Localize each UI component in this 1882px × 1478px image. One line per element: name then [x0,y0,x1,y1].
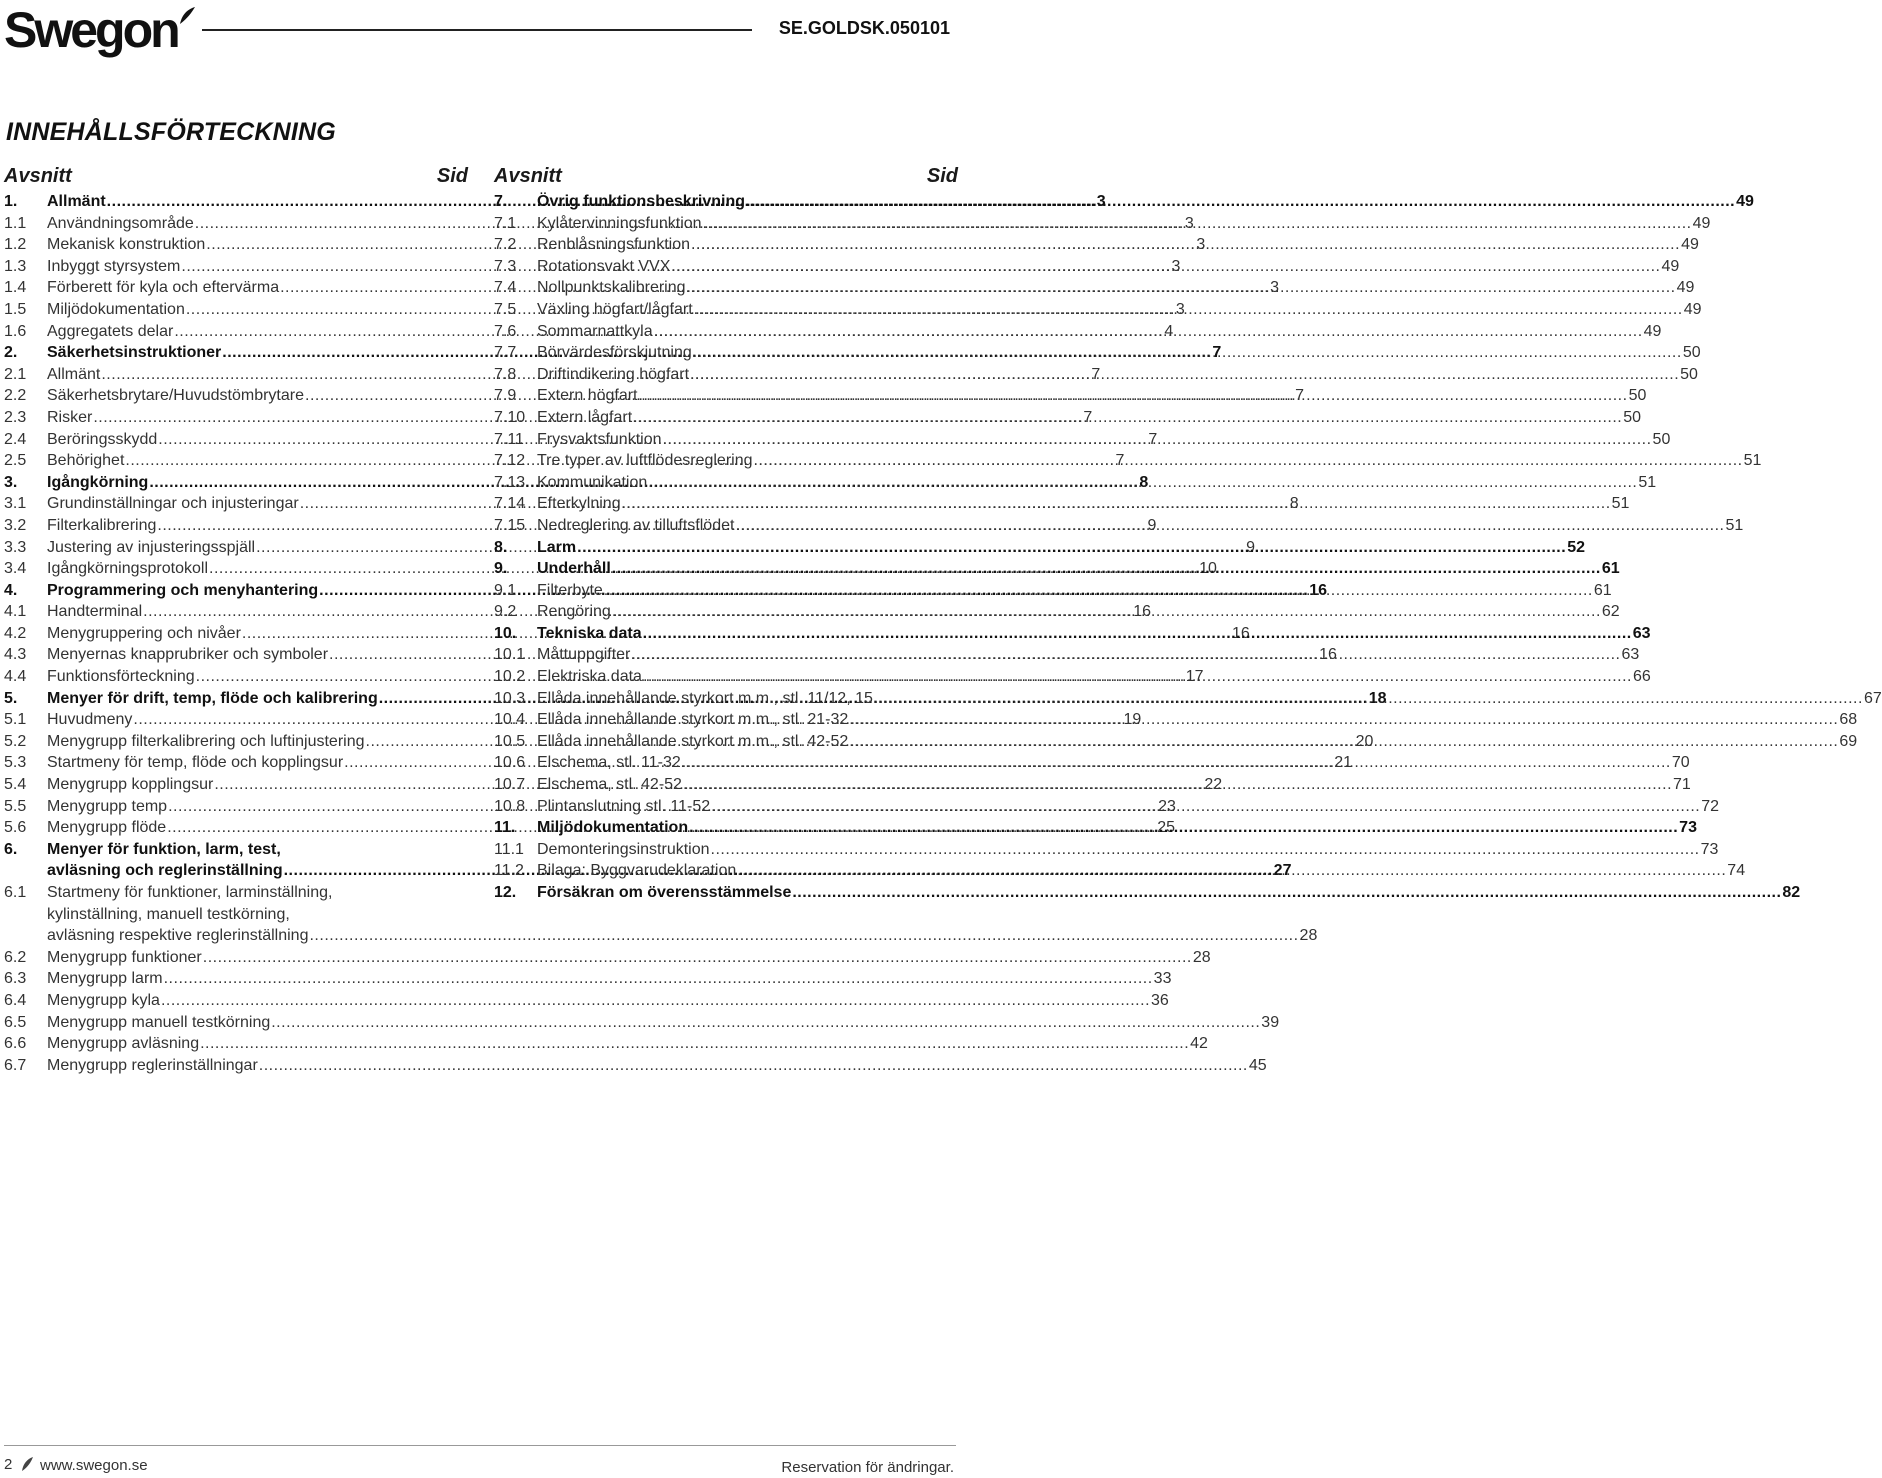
toc-entry[interactable] [494,299,1702,321]
dot-leader [631,644,1620,666]
dot-leader [622,493,1611,515]
entry-page: 16 [1309,581,1328,599]
entry-page: 27 [1273,862,1292,880]
leaf-icon [20,1456,34,1472]
entry-number: 9.2 [494,603,517,621]
dot-leader [662,429,1651,451]
entry-number: 7.11 [494,430,524,448]
entry-title: Behörighet [47,452,125,470]
entry-title: Ellåda innehållande styrkort m.m., stl. 42-52 [537,732,849,750]
swegon-logo: Swegon [4,2,178,58]
dot-leader [683,774,1672,796]
entry-number: 1.1 [4,214,27,232]
entry-number: 1.6 [4,322,27,340]
entry-title: Driftindikering högfart [537,365,690,383]
entry-number: 10.3 [494,689,526,707]
entry-number: 7.7 [494,344,517,362]
entry-title: Menyernas knapprubriker och symboler [47,646,329,664]
entry-page: 8 [1139,473,1149,491]
entry-number: 5.1 [4,711,27,729]
entry-title: Tre typer av luftflödesreglering [537,452,753,470]
entry-page: 3 [1184,214,1194,232]
entry-page: 16 [1231,624,1250,642]
entry-title: Säkerhetsinstruktioner [47,344,222,362]
entry-number: 5. [4,689,18,707]
entry-title: Handterminal [47,603,143,621]
entry-title: Funktionsförteckning [47,668,195,686]
dot-leader [849,709,1838,731]
entry-page: 10 [1199,560,1217,578]
entry-page: 4 [1164,322,1174,340]
dot-leader [849,731,1838,753]
entry-number: 6.7 [4,1056,27,1074]
entry-page: 50 [1628,387,1647,405]
toc-entry[interactable] [4,1012,1280,1034]
dot-leader [271,1012,1260,1034]
entry-title: Menygrupp funktioner [47,948,202,966]
entry-page: 61 [1601,560,1620,578]
toc-entry[interactable] [494,472,1657,494]
entry-title: Aggregatets delar [47,322,174,340]
entry-number: 12. [494,884,517,901]
entry-title: Grundinställningar och injusteringar [47,495,299,513]
dot-leader [612,601,1601,623]
column-header [494,162,958,190]
entry-page: 3 [1175,300,1185,318]
dot-leader [682,752,1671,774]
entry-page: 7 [1083,408,1093,426]
entry-number: 10.5 [494,732,526,750]
section-header: Avsnitt [4,165,72,187]
entry-title-line: kylinställning, manuell testkörning, [47,905,290,923]
entry-page: 9 [1147,516,1157,534]
entry-number: 7.8 [494,365,517,383]
entry-page: 73 [1700,840,1719,858]
entry-title: Inbyggt styrsystem [47,257,181,275]
entry-page: 18 [1368,689,1387,707]
entry-title: Allmänt [47,365,101,383]
entry-number: 7.14 [494,495,526,513]
entry-title: Rotationsvakt VVX [537,257,671,275]
entry-number: 5.2 [4,732,27,750]
entry-number: 9. [494,560,508,578]
entry-page: 25 [1157,819,1176,837]
entry-number: 5.6 [4,819,27,837]
section-header: Avsnitt [494,165,562,187]
entry-page: 67 [1863,689,1882,707]
entry-number: 1.3 [4,257,27,275]
entry-number: 3.1 [4,495,27,513]
dot-leader [633,407,1622,429]
entry-title: Elektriska data [537,668,642,686]
dot-leader [694,299,1683,321]
entry-title-line: Startmeny för funktioner, larminställning, [47,884,333,901]
toc-entry[interactable] [494,321,1662,343]
entry-page: 63 [1621,646,1640,664]
entry-number: 7.5 [494,300,517,318]
entry-page: 36 [1151,991,1169,1009]
entry-title: Programmering och menyhantering [47,581,319,599]
toc-entry[interactable] [494,537,1585,559]
entry-title: Miljödokumentation [47,300,185,318]
entry-page: 49 [1683,300,1702,318]
entry-title: Startmeny för temp, flöde och kopplingsur [47,754,344,772]
entry-number: 3. [4,473,18,491]
entry-number: 11.1 [494,840,524,858]
entry-number: 7.10 [494,408,526,426]
entry-page: 7 [1091,365,1101,383]
toc-entry[interactable] [494,385,1647,407]
entry-title: Menygrupp temp [47,797,168,815]
entry-title-line: Menyer för funktion, larm, test, [47,840,281,858]
entry-page: 51 [1725,516,1744,534]
leaf-icon [176,6,196,26]
entry-number: 4.4 [4,668,27,686]
toc-entry[interactable] [494,515,1744,537]
entry-page: 49 [1692,214,1711,232]
entry-title: Säkerhetsbrytare/Huvudstömbrytare [47,387,304,405]
entry-title: Menyer för drift, temp, flöde och kalibrering [47,689,378,707]
entry-number: 6.2 [4,948,27,966]
toc-entry[interactable] [494,277,1695,299]
footer-divider [4,1445,956,1446]
entry-page: 17 [1185,668,1204,686]
entry-number: 10.2 [494,668,526,686]
entry-page: 8 [1289,495,1299,513]
entry-number: 3.3 [4,538,27,556]
entry-number: 7.9 [494,387,517,405]
entry-number: 2.3 [4,408,27,426]
dot-leader [259,1055,1248,1077]
entry-title: Menygrupp manuell testkörning [47,1013,271,1031]
entry-page: 51 [1743,452,1762,470]
entry-title: Övrig funktionsbeskrivning [537,193,746,210]
toc-entry[interactable] [4,947,1211,969]
entry-page: 16 [1319,646,1337,664]
entry-page: 49 [1676,279,1695,297]
page-title: INNEHÅLLSFÖRTECKNING [6,118,336,146]
toc-entry[interactable] [4,990,1169,1012]
entry-title: Börvärdesförskjutning [537,344,692,362]
toc-entry[interactable] [494,191,1754,213]
entry-number: 11.2 [494,862,524,880]
entry-title: Mekanisk konstruktion [47,236,206,254]
entry-page: 20 [1355,732,1374,750]
entry-page: 42 [1190,1035,1208,1053]
entry-title: Sommarnattkyla [537,322,653,340]
entry-page: 7 [1148,430,1158,448]
entry-title: Elschema, stl. 11-32 [537,754,681,772]
entry-number: 8. [494,538,508,556]
entry-title: Nedreglering av tilluftsflödet [537,516,735,534]
dot-leader [689,817,1678,839]
entry-number: 7.15 [494,516,526,534]
entry-title: Menygrupp kopplingsur [47,776,214,794]
dot-leader [200,1033,1189,1055]
toc-entry[interactable] [494,429,1671,451]
entry-page: 3 [1196,236,1206,254]
dot-leader [612,558,1601,580]
entry-title: Efterkylning [537,495,621,513]
toc-entry[interactable] [494,882,1801,904]
dot-leader [654,321,1643,343]
entry-number: 7.12 [494,452,526,470]
toc-entry[interactable] [494,342,1701,364]
toc-entry[interactable] [494,234,1699,256]
dot-leader [746,191,1735,213]
dot-leader [711,839,1700,861]
entry-number: 5.3 [4,754,27,772]
entry-page: 68 [1839,711,1858,729]
footer-url[interactable]: www.swegon.se [40,1457,148,1474]
footer-page-number: 2 [4,1456,13,1473]
entry-number: 3.2 [4,516,27,534]
column-header [4,162,468,190]
entry-number: 4.1 [4,603,27,621]
entry-page: 28 [1299,927,1318,945]
entry-title: Försäkran om överensstämmelse [537,884,792,901]
entry-number: 6.1 [4,884,27,901]
dot-leader [639,385,1628,407]
entry-number: 4.2 [4,624,27,642]
entry-number: 10.1 [494,646,526,664]
entry-title: Ellåda innehållande styrkort m.m., stl. 21-32 [537,711,849,729]
entry-number: 7.2 [494,236,517,254]
entry-title: Menygrupp flöde [47,819,167,837]
entry-number: 5.4 [4,776,27,794]
entry-title: Risker [47,408,93,426]
entry-title-line: avläsning och reglerinställning [47,862,283,880]
entry-page: 72 [1701,797,1719,815]
entry-page: 50 [1652,430,1671,448]
entry-number: 2.1 [4,365,27,383]
document-code: SE.GOLDSK.050101 [778,18,950,38]
entry-title: Filterkalibrering [47,516,157,534]
entry-number: 7.4 [494,279,517,297]
entry-page: 52 [1567,538,1585,556]
entry-page: 33 [1153,970,1172,988]
dot-leader [754,450,1743,472]
entry-title: Renblåsningsfunktion [537,236,690,254]
page-header: Sid [436,165,468,187]
entry-page: 69 [1839,732,1858,750]
entry-number: 7.3 [494,257,517,275]
dot-leader [643,666,1632,688]
entry-number: 10.8 [494,797,526,815]
entry-number: 2.5 [4,452,27,470]
dot-leader [203,947,1192,969]
entry-title: Allmänt [47,193,106,210]
entry-number: 11. [494,819,516,837]
toc-entry[interactable] [494,256,1680,278]
entry-page: 71 [1673,776,1691,794]
entry-title: Måttuppgifter [537,646,631,664]
toc-entry[interactable] [494,839,1719,861]
entry-title: Användningsområde [47,214,194,232]
entry-title: Huvudmeny [47,711,133,729]
toc-entry[interactable] [494,450,1762,472]
toc-entry[interactable] [494,213,1711,235]
entry-page: 63 [1632,624,1651,642]
dot-leader [604,580,1593,602]
dot-leader [792,882,1781,904]
entry-number: 10.7 [494,776,526,794]
dot-leader [671,256,1660,278]
entry-page: 73 [1679,819,1697,837]
entry-number: 10.6 [494,754,526,772]
dot-leader [737,860,1726,882]
entry-number: 6.5 [4,1013,27,1031]
entry-title: Igångkörning [47,473,149,491]
entry-number: 10. [494,624,517,642]
entry-title: Igångkörningsprotokoll [47,560,208,578]
entry-number: 2.2 [4,387,27,405]
entry-title: Förberett för kyla och eftervärma [47,279,280,297]
entry-page: 49 [1681,236,1699,254]
header-divider [202,29,752,31]
entry-page: 39 [1261,1013,1280,1031]
entry-title: Elschema, stl. 42-52 [537,776,682,794]
dot-leader [161,990,1150,1012]
entry-number: 1.4 [4,279,27,297]
entry-title: Nollpunktskalibrering [537,279,686,297]
entry-title: Menygrupp avläsning [47,1035,200,1053]
dot-leader [693,342,1682,364]
entry-title: Miljödokumentation [537,819,689,837]
entry-number: 1.5 [4,300,27,318]
entry-title: Plintanslutning stl. 11-52 [537,797,711,815]
entry-page: 66 [1633,668,1651,686]
entry-number: 2. [4,344,18,362]
entry-page: 3 [1270,279,1280,297]
entry-number: 7.13 [494,473,526,491]
dot-leader [164,968,1153,990]
entry-page: 3 [1096,193,1106,210]
entry-number: 2.4 [4,430,27,448]
entry-page: 49 [1643,322,1662,340]
entry-title: Filterbyte [537,581,603,599]
entry-title: Menygrupp filterkalibrering och luftinjustering [47,732,365,750]
entry-number: 5.5 [4,797,27,815]
toc-entry[interactable] [4,1055,1267,1077]
entry-page: 51 [1611,495,1630,513]
entry-page: 16 [1133,603,1152,621]
entry-title: Beröringsskydd [47,430,158,448]
entry-title: Tekniska data [537,624,642,642]
entry-page: 3 [1171,257,1181,275]
dot-leader [874,688,1863,710]
entry-page: 21 [1334,754,1353,772]
entry-number: 1.2 [4,236,27,254]
entry-title: Bilaga: Byggvarudeklaration [537,862,737,880]
entry-title: Frysvaktsfunktion [537,430,662,448]
entry-page: 28 [1192,948,1211,966]
entry-page: 19 [1123,711,1142,729]
entry-title: Underhåll [537,560,611,578]
entry-title: Menygruppering och nivåer [47,624,241,642]
entry-number: 6.4 [4,991,27,1009]
entry-title: Extern lågfart [537,408,633,426]
entry-number: 4. [4,581,18,599]
entry-page: 50 [1680,365,1698,383]
entry-page: 51 [1638,473,1657,491]
dot-leader [711,796,1700,818]
entry-page: 50 [1682,344,1701,362]
entry-number: 1. [4,193,18,210]
entry-page: 50 [1623,408,1642,426]
entry-title: Larm [537,538,577,556]
footer-note: Reservation för ändringar. [781,1459,954,1476]
entry-title: Menygrupp kyla [47,991,160,1009]
dot-leader [648,472,1637,494]
dot-leader [735,515,1724,537]
entry-number: 7.6 [494,322,517,340]
entry-number: 6.6 [4,1035,27,1053]
entry-number: 6.3 [4,970,27,988]
entry-title: Kylåtervinningsfunktion [537,214,702,232]
dot-leader [643,623,1632,645]
dot-leader [309,925,1298,947]
toc-entry[interactable] [494,364,1698,386]
entry-page: 82 [1782,884,1801,901]
entry-title: Demonteringsinstruktion [537,840,710,858]
entry-page: 49 [1661,257,1680,275]
entry-number: 10.4 [494,711,526,729]
entry-page: 9 [1246,538,1256,556]
entry-number: 9.1 [494,581,517,599]
entry-title: Menygrupp larm [47,970,163,988]
entry-number: 7.1 [494,214,517,232]
dot-leader [703,213,1692,235]
entry-page: 22 [1204,776,1223,794]
entry-page: 61 [1593,581,1612,599]
toc-entry[interactable] [4,1033,1208,1055]
entry-page: 7 [1212,344,1222,362]
toc-entry[interactable] [4,968,1172,990]
toc-entry[interactable] [494,493,1630,515]
toc-entry[interactable] [494,407,1642,429]
dot-leader [577,537,1566,559]
page-header: Sid [926,165,958,187]
entry-title: Växling högfart/lågfart [537,300,693,318]
entry-page: 62 [1601,603,1620,621]
entry-title: Rengöring [537,603,611,621]
entry-title: Ellåda innehållande styrkort m.m., stl. 11/12, 15 [537,689,873,707]
entry-title: Menygrupp reglerinställningar [47,1056,258,1074]
entry-page: 70 [1671,754,1690,772]
entry-page: 49 [1736,193,1754,210]
entry-number: 4.3 [4,646,27,664]
dot-leader [687,277,1676,299]
entry-number: 7. [494,193,508,210]
dot-leader [690,364,1679,386]
entry-page: 45 [1248,1056,1267,1074]
entry-page: 7 [1295,387,1304,405]
entry-number: 3.4 [4,560,27,578]
entry-page: 74 [1727,862,1746,880]
entry-title: Kommunikation [537,473,648,491]
entry-number: 6. [4,840,18,858]
entry-last-line [47,925,1318,947]
entry-title: Justering av injusteringsspjäll [47,538,256,556]
entry-title: Extern högfart [537,387,638,405]
dot-leader [691,234,1680,256]
entry-page: 23 [1158,797,1176,815]
entry-title-line: avläsning respektive reglerinställning [47,927,309,945]
entry-page: 7 [1115,452,1125,470]
